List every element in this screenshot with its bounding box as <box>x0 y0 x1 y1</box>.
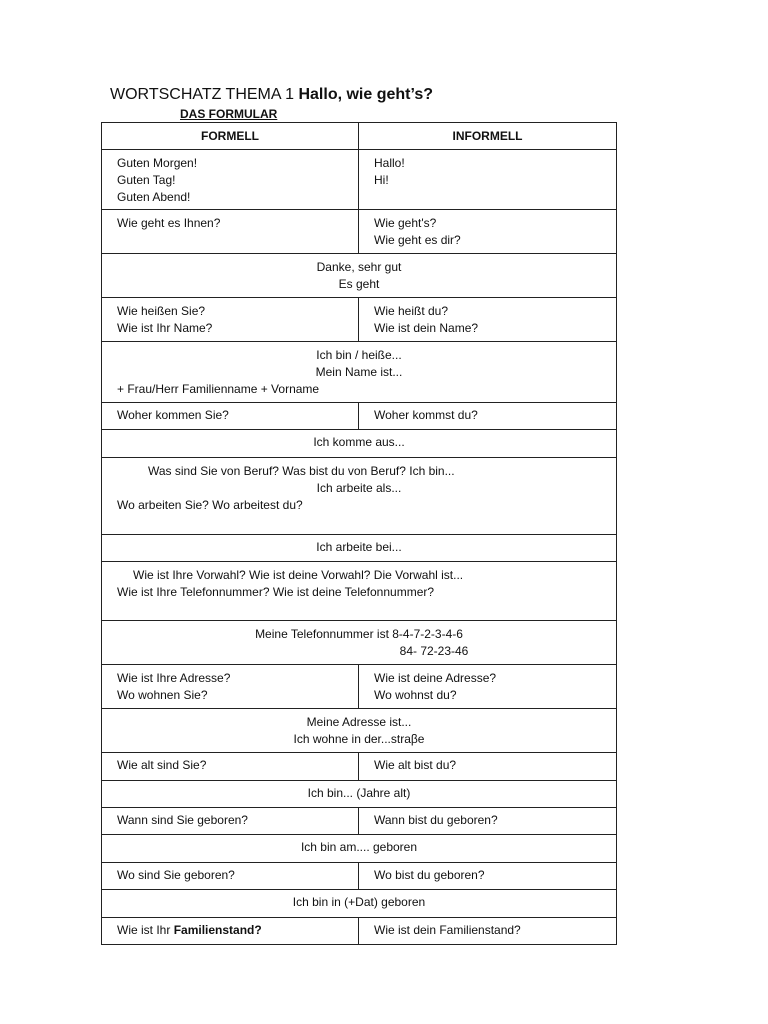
greeting-formal-2: Guten Tag! <box>117 173 176 187</box>
address-answer-1: Meine Adresse ist... <box>306 715 412 729</box>
how-formal-1: Wie geht es Ihnen? <box>117 216 221 230</box>
born-where-answer: Ich bin in (+Dat) geboren <box>292 895 426 909</box>
name-answer-1: Ich bin / heiße... <box>316 348 402 362</box>
status-informal: Wie ist dein Familienstand? <box>374 923 521 937</box>
answer-how-2: Es geht <box>338 277 380 291</box>
address-formal-1: Wie ist Ihre Adresse? <box>117 671 231 685</box>
how-informal-1: Wie geht's? <box>374 216 437 230</box>
table-row <box>102 298 617 342</box>
name-answer-3: + Frau/Herr Familienname + Vorname <box>117 382 320 396</box>
header-informal: INFORMELL <box>359 123 617 150</box>
greeting-informal-1: Hallo! <box>374 156 405 170</box>
born-when-formal: Wann sind Sie geboren? <box>117 813 248 827</box>
table-row <box>102 808 617 835</box>
born-where-formal: Wo sind Sie geboren? <box>117 868 235 882</box>
work-answer: Ich arbeite bei... <box>316 540 402 554</box>
address-informal-1: Wie ist deine Adresse? <box>374 671 497 685</box>
name-formal-1: Wie heißen Sie? <box>117 304 206 318</box>
table-row <box>102 210 617 254</box>
phone-answer-2: 84- 72-23-46 <box>399 644 469 658</box>
greeting-formal-3: Guten Abend! <box>117 190 191 204</box>
table-row <box>102 890 617 918</box>
table-row <box>102 665 617 709</box>
title-prefix: WORTSCHATZ THEMA 1 <box>110 86 295 103</box>
how-informal-2: Wie geht es dir? <box>374 233 461 247</box>
page-title <box>110 86 433 104</box>
job-line-1: Was sind Sie von Beruf? Was bist du von Beruf? Ich bin... <box>148 464 455 478</box>
name-formal-2: Wie ist Ihr Name? <box>117 321 213 335</box>
table-row <box>102 458 617 535</box>
table-row <box>102 342 617 403</box>
age-answer: Ich bin... (Jahre alt) <box>307 786 411 800</box>
table-row <box>102 562 617 621</box>
table-row <box>102 709 617 753</box>
table-row <box>102 403 617 430</box>
phone-line-2: Wie ist Ihre Telefonnummer? Wie ist deine Telefonnummer? <box>117 585 435 599</box>
status-formal-prefix: Wie ist Ihr <box>117 923 171 937</box>
origin-formal: Woher kommen Sie? <box>117 408 229 422</box>
address-formal-2: Wo wohnen Sie? <box>117 688 208 702</box>
table-row <box>102 621 617 665</box>
table-row <box>102 835 617 863</box>
table-row <box>102 781 617 808</box>
page-subtitle: DAS FORMULAR <box>180 107 278 121</box>
address-informal-2: Wo wohnst du? <box>374 688 457 702</box>
table-row <box>102 254 617 298</box>
table-row <box>102 863 617 890</box>
table-row <box>102 753 617 781</box>
name-informal-1: Wie heißt du? <box>374 304 449 318</box>
address-answer-2: Ich wohne in der...straβe <box>293 732 425 746</box>
born-when-informal: Wann bist du geboren? <box>374 813 498 827</box>
age-formal: Wie alt sind Sie? <box>117 758 207 772</box>
name-answer-2: Mein Name ist... <box>315 365 403 379</box>
job-line-3: Wo arbeiten Sie? Wo arbeitest du? <box>117 498 303 512</box>
job-line-2: Ich arbeite als... <box>316 481 402 495</box>
status-formal-keyword: Familienstand? <box>173 923 262 937</box>
header-row <box>102 123 617 150</box>
phone-line-1: Wie ist Ihre Vorwahl? Wie ist deine Vorwahl? Die Vorwahl ist... <box>133 568 464 582</box>
table-row <box>102 430 617 458</box>
origin-answer: Ich komme aus... <box>313 435 405 449</box>
header-formal: FORMELL <box>102 123 359 150</box>
phone-answer-1: Meine Telefonnummer ist 8-4-7-2-3-4-6 <box>255 627 463 641</box>
table-row <box>102 918 617 945</box>
answer-how-1: Danke, sehr gut <box>316 260 402 274</box>
title-topic: Hallo, wie geht’s? <box>298 86 434 103</box>
greeting-formal-1: Guten Morgen! <box>117 156 198 170</box>
table-row <box>102 535 617 562</box>
vocabulary-table <box>101 122 617 945</box>
age-informal: Wie alt bist du? <box>374 758 457 772</box>
table-row <box>102 150 617 210</box>
greeting-informal-2: Hi! <box>374 173 389 187</box>
name-informal-2: Wie ist dein Name? <box>374 321 479 335</box>
born-where-informal: Wo bist du geboren? <box>374 868 485 882</box>
origin-informal: Woher kommst du? <box>374 408 478 422</box>
status-formal <box>117 922 350 939</box>
born-when-answer: Ich bin am.... geboren <box>300 840 418 854</box>
